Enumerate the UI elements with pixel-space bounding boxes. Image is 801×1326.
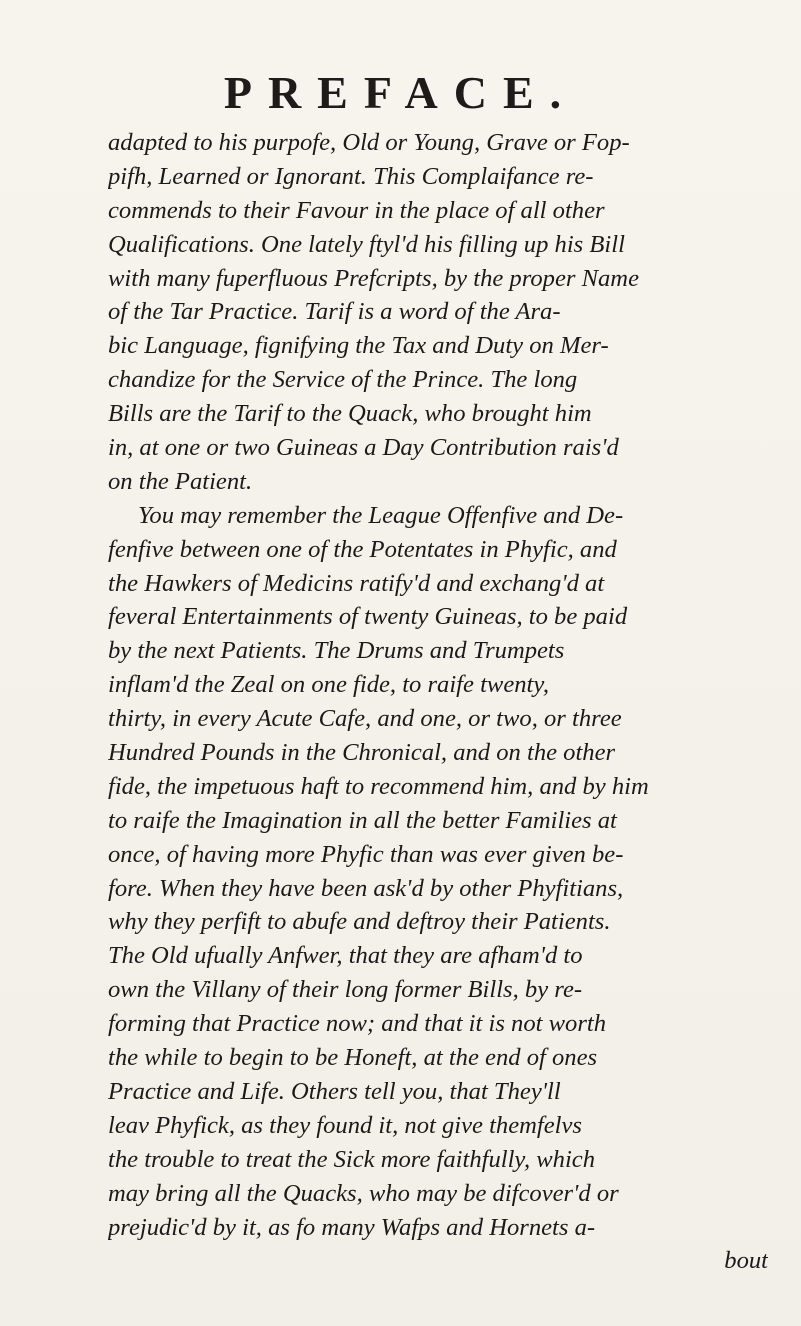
text-line: fore. When they have been ask'd by other Phyfitians, xyxy=(108,874,624,902)
text-line: bic Language, fignifying the Tax and Duty on Mer- xyxy=(108,332,609,360)
text-line: leav Phyfick, as they found it, not give themfelvs xyxy=(108,1111,582,1139)
catchword: bout xyxy=(724,1247,768,1275)
text-line: pifh, Learned or Ignorant. This Complaifance re- xyxy=(108,162,594,190)
text-line: may bring all the Quacks, who may be difcover'd or xyxy=(108,1179,619,1207)
text-line: once, of having more Phyfic than was ever given be- xyxy=(108,840,624,868)
text-line: Hundred Pounds in the Chronical, and on the other xyxy=(108,739,616,767)
text-line: You may remember the League Offenfive and De- xyxy=(138,501,624,529)
text-line: by the next Patients. The Drums and Trumpets xyxy=(108,637,565,665)
text-line: The Old ufually Anfwer, that they are afham'd to xyxy=(108,942,583,970)
text-line: why they perfift to abufe and deftroy their Patients. xyxy=(108,908,611,936)
text-line: Bills are the Tarif to the Quack, who brought him xyxy=(108,400,592,428)
text-line: with many fuperfluous Prefcripts, by the proper Name xyxy=(108,264,639,292)
text-line: chandize for the Service of the Prince. The long xyxy=(108,366,578,394)
text-line: on the Patient. xyxy=(108,467,253,495)
text-line: fenfive between one of the Potentates in Phyfic, and xyxy=(108,535,617,563)
text-line: Practice and Life. Others tell you, that They'll xyxy=(108,1077,561,1105)
text-line: thirty, in every Acute Cafe, and one, or two, or three xyxy=(108,705,622,733)
text-line: to raife the Imagination in all the better Families at xyxy=(108,806,617,834)
text-line: prejudic'd by it, as fo many Wafps and Hornets a- xyxy=(108,1213,596,1241)
body-text xyxy=(108,126,768,1278)
text-line: Qualifications. One lately ftyl'd his filling up his Bill xyxy=(108,230,625,258)
text-line: inflam'd the Zeal on one fide, to raife twenty, xyxy=(108,671,550,699)
text-line: the Hawkers of Medicins ratify'd and exchang'd at xyxy=(108,569,605,597)
text-line: the trouble to treat the Sick more faithfully, which xyxy=(108,1145,596,1173)
text-line: forming that Practice now; and that it is not worth xyxy=(108,1010,607,1038)
text-line: in, at one or two Guineas a Day Contribution rais'd xyxy=(108,434,619,462)
text-line: of the Tar Practice. Tarif is a word of the Ara- xyxy=(108,298,561,326)
text-line: the while to begin to be Honeft, at the end of ones xyxy=(108,1044,598,1072)
text-line: own the Villany of their long former Bills, by re- xyxy=(108,976,583,1004)
text-line: commends to their Favour in the place of all other xyxy=(108,196,605,224)
text-line: feveral Entertainments of twenty Guineas, to be paid xyxy=(108,603,628,631)
text-line: adapted to his purpofe, Old or Young, Grave or Fop- xyxy=(108,129,630,156)
text-line: fide, the impetuous haft to recommend him, and by him xyxy=(108,772,649,800)
page-header: PREFACE. xyxy=(223,67,578,118)
